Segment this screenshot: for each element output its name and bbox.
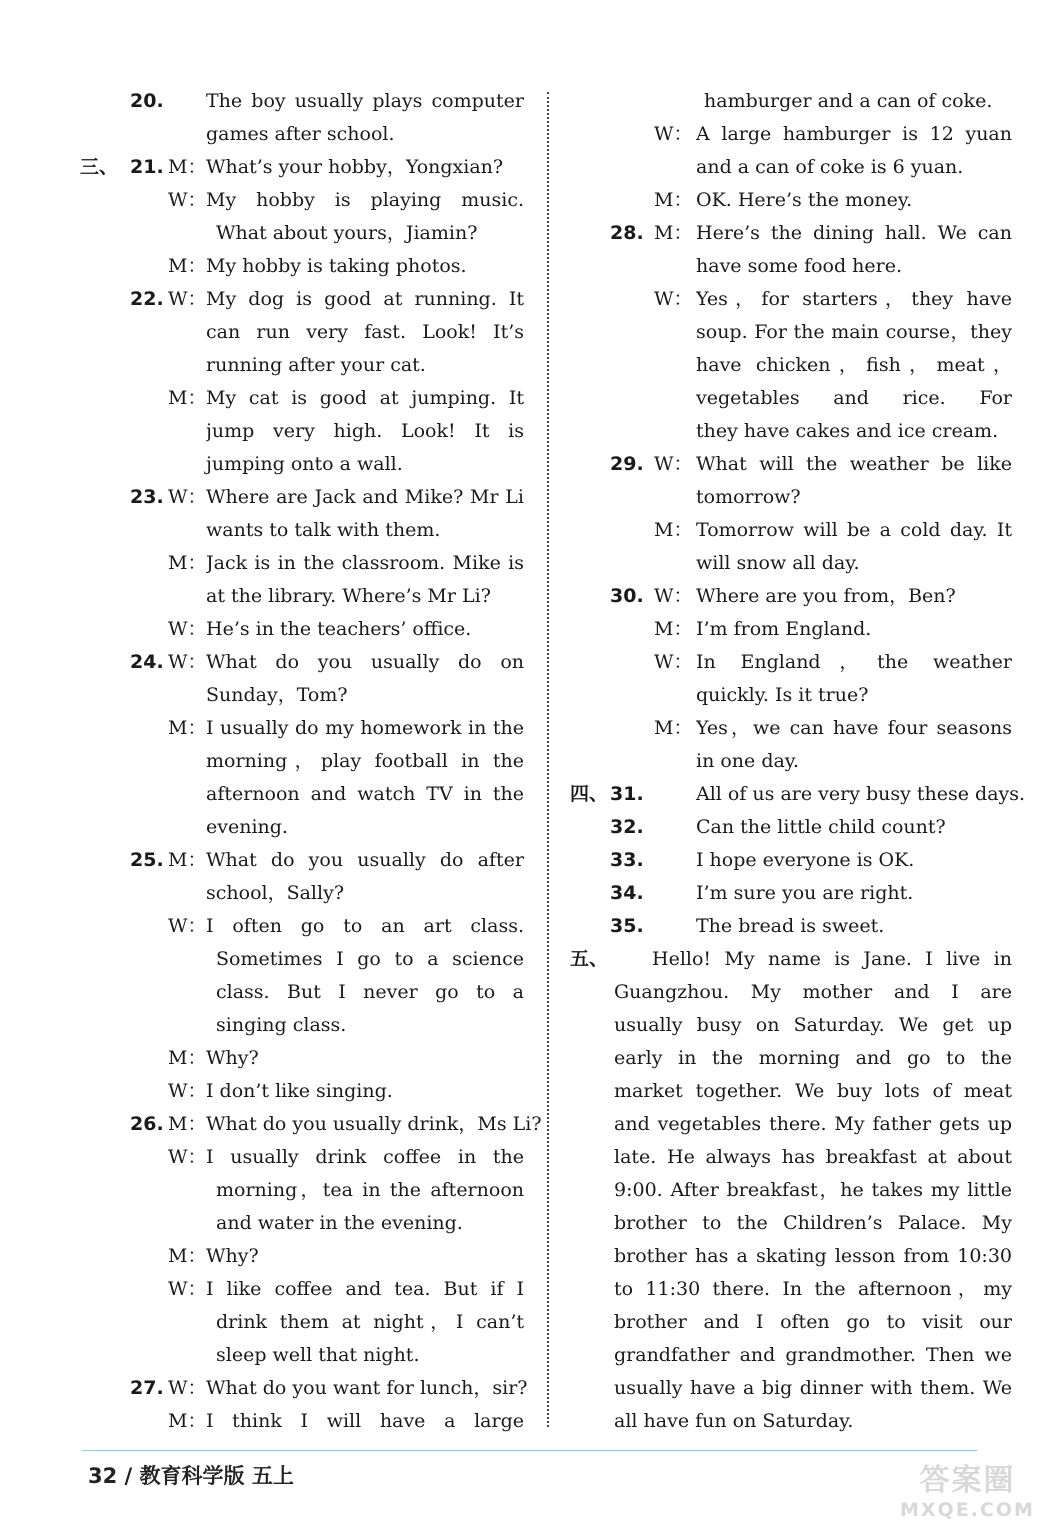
line-text: soup. For the main course，they bbox=[696, 321, 1012, 343]
section-marker: 四、 bbox=[570, 783, 609, 805]
watermark-logo bbox=[900, 1455, 1035, 1521]
text-line bbox=[570, 1306, 1016, 1339]
text-line bbox=[570, 481, 1016, 514]
line-text: usually busy on Saturday. We get up bbox=[614, 1014, 1012, 1036]
line-text: Tomorrow will be a cold day. It bbox=[696, 519, 1012, 541]
text-line bbox=[80, 283, 528, 316]
text-line bbox=[80, 448, 528, 481]
line-text: brother and I often go to visit our bbox=[614, 1311, 1012, 1333]
speaker-label: W： bbox=[168, 618, 207, 640]
question-number: 28. bbox=[610, 222, 644, 244]
text-line bbox=[80, 151, 528, 184]
question-number: 33. bbox=[610, 849, 644, 871]
text-line bbox=[570, 1141, 1016, 1174]
line-text: brother to the Children’s Palace. My bbox=[614, 1212, 1012, 1234]
speaker-label: M： bbox=[168, 255, 207, 277]
line-text: early in the morning and go to the bbox=[614, 1047, 1012, 1069]
line-text: will snow all day. bbox=[696, 552, 860, 574]
text-line bbox=[570, 877, 1016, 910]
text-line bbox=[570, 646, 1016, 679]
line-text: games after school. bbox=[206, 123, 395, 145]
text-line bbox=[570, 151, 1016, 184]
text-line bbox=[570, 580, 1016, 613]
text-line bbox=[570, 1075, 1016, 1108]
watermark-text: 答案圈 bbox=[919, 1463, 1016, 1498]
text-line bbox=[80, 1240, 528, 1273]
text-line bbox=[80, 580, 528, 613]
speaker-label: M： bbox=[168, 552, 207, 574]
line-text: I’m from England. bbox=[696, 618, 872, 640]
text-line bbox=[80, 1372, 528, 1405]
line-text: jump very high. Look! It is bbox=[206, 420, 524, 442]
line-text: A large hamburger is 12 yuan bbox=[696, 123, 1012, 145]
text-line bbox=[570, 547, 1016, 580]
text-line bbox=[80, 118, 528, 151]
line-text: What do you usually drink，Ms Li? bbox=[206, 1113, 542, 1135]
text-line bbox=[570, 1042, 1016, 1075]
question-number: 35. bbox=[610, 915, 644, 937]
page-number: 32 bbox=[88, 1464, 118, 1488]
text-line bbox=[80, 184, 528, 217]
text-line bbox=[570, 745, 1016, 778]
question-number: 24. bbox=[130, 651, 164, 673]
line-text: evening. bbox=[206, 816, 288, 838]
speaker-label: M： bbox=[654, 618, 693, 640]
line-text: Yes，we can have four seasons bbox=[696, 717, 1012, 739]
line-text: I often go to an art class. bbox=[206, 915, 524, 937]
text-line bbox=[80, 382, 528, 415]
line-text: Jack is in the classroom. Mike is bbox=[206, 552, 524, 574]
line-text: He’s in the teachers’ office. bbox=[206, 618, 472, 640]
text-line bbox=[80, 943, 528, 976]
line-text: Why? bbox=[206, 1047, 259, 1069]
watermark-url: MXQE.COM bbox=[900, 1499, 1035, 1521]
line-text: have chicken，fish，meat， bbox=[696, 354, 1012, 376]
text-line bbox=[80, 349, 528, 382]
text-line bbox=[80, 250, 528, 283]
question-number: 21. bbox=[130, 156, 164, 178]
text-line bbox=[570, 778, 1026, 811]
text-line bbox=[570, 943, 1016, 976]
line-text: wants to talk with them. bbox=[206, 519, 441, 541]
text-line bbox=[570, 217, 1016, 250]
line-text: at the library. Where’s Mr Li? bbox=[206, 585, 491, 607]
question-number: 30. bbox=[610, 585, 644, 607]
line-text: jumping onto a wall. bbox=[206, 453, 403, 475]
speaker-label: M： bbox=[168, 156, 207, 178]
question-number: 26. bbox=[130, 1113, 164, 1135]
text-line bbox=[80, 1273, 528, 1306]
line-text: I usually do my homework in the bbox=[206, 717, 524, 739]
text-line bbox=[570, 1372, 1016, 1405]
line-text: What will the weather be like bbox=[696, 453, 1012, 475]
speaker-label: W： bbox=[654, 288, 693, 310]
text-line bbox=[570, 1108, 1016, 1141]
text-line bbox=[80, 745, 528, 778]
text-line bbox=[570, 316, 1016, 349]
text-line bbox=[80, 646, 528, 679]
question-number: 32. bbox=[610, 816, 644, 838]
text-line bbox=[570, 85, 1016, 118]
speaker-label: M： bbox=[168, 1245, 207, 1267]
line-text: All of us are very busy these days. bbox=[696, 783, 1026, 805]
question-number: 29. bbox=[610, 453, 644, 475]
line-text: Why? bbox=[206, 1245, 259, 1267]
text-line bbox=[570, 613, 1016, 646]
text-line bbox=[570, 349, 1016, 382]
line-text: What about yours，Jiamin? bbox=[216, 222, 478, 244]
line-text: My hobby is taking photos. bbox=[206, 255, 467, 277]
speaker-label: W： bbox=[168, 486, 207, 508]
question-number: 31. bbox=[610, 783, 644, 805]
text-line bbox=[80, 910, 528, 943]
text-line bbox=[80, 811, 528, 844]
text-line bbox=[80, 844, 528, 877]
text-line bbox=[570, 1273, 1016, 1306]
line-text: have some food here. bbox=[696, 255, 903, 277]
line-text: can run very fast. Look! It’s bbox=[206, 321, 524, 343]
text-line bbox=[570, 844, 1016, 877]
line-text: morning，tea in the afternoon bbox=[216, 1179, 524, 1201]
line-text: Where are you from，Ben? bbox=[696, 585, 956, 607]
left-column bbox=[80, 85, 542, 1438]
question-number: 22. bbox=[130, 288, 164, 310]
column-divider bbox=[547, 92, 549, 1427]
line-text: Where are Jack and Mike? Mr Li bbox=[206, 486, 524, 508]
text-line bbox=[570, 382, 1016, 415]
speaker-label: W： bbox=[654, 651, 693, 673]
speaker-label: W： bbox=[168, 651, 207, 673]
text-line bbox=[570, 514, 1016, 547]
line-text: My hobby is playing music. bbox=[206, 189, 524, 211]
line-text: all have fun on Saturday. bbox=[614, 1410, 854, 1432]
line-text: What do you usually do on bbox=[206, 651, 524, 673]
text-line bbox=[570, 1339, 1016, 1372]
line-text: and water in the evening. bbox=[216, 1212, 463, 1234]
text-line bbox=[80, 1339, 528, 1372]
line-text: singing class. bbox=[216, 1014, 347, 1036]
speaker-label: W： bbox=[168, 915, 207, 937]
speaker-label: M： bbox=[168, 849, 207, 871]
speaker-label: M： bbox=[654, 717, 693, 739]
line-text: late. He always has breakfast at about bbox=[614, 1146, 1012, 1168]
line-text: quickly. Is it true? bbox=[696, 684, 869, 706]
line-text: What do you want for lunch，sir? bbox=[206, 1377, 528, 1399]
text-line bbox=[570, 811, 1016, 844]
line-text: and vegetables there. My father gets up bbox=[614, 1113, 1012, 1135]
text-line bbox=[570, 250, 1016, 283]
line-text: hamburger and a can of coke. bbox=[704, 90, 993, 112]
speaker-label: M： bbox=[654, 519, 693, 541]
line-text: in one day. bbox=[696, 750, 800, 772]
question-number: 25. bbox=[130, 849, 164, 871]
line-text: afternoon and watch TV in the bbox=[206, 783, 524, 805]
line-text: Hello! My name is Jane. I live in bbox=[652, 948, 1012, 970]
line-text: sleep well that night. bbox=[216, 1344, 420, 1366]
line-text: I’m sure you are right. bbox=[696, 882, 914, 904]
text-line bbox=[80, 316, 528, 349]
text-line bbox=[80, 1306, 528, 1339]
line-text: Sunday，Tom? bbox=[206, 684, 348, 706]
text-line bbox=[570, 118, 1016, 151]
speaker-label: M： bbox=[654, 222, 693, 244]
line-text: I hope everyone is OK. bbox=[696, 849, 915, 871]
speaker-label: W： bbox=[654, 123, 693, 145]
text-line bbox=[80, 1207, 528, 1240]
speaker-label: M： bbox=[168, 1047, 207, 1069]
text-line bbox=[80, 1075, 528, 1108]
speaker-label: W： bbox=[168, 1146, 207, 1168]
line-text: Yes，for starters，they have bbox=[696, 288, 1012, 310]
speaker-label: W： bbox=[654, 453, 693, 475]
section-marker: 三、 bbox=[80, 156, 119, 178]
text-line bbox=[570, 712, 1016, 745]
line-text: I like coffee and tea. But if I bbox=[206, 1278, 524, 1300]
text-line bbox=[80, 85, 528, 118]
text-line bbox=[570, 1174, 1016, 1207]
speaker-label: M： bbox=[168, 1113, 207, 1135]
line-text: grandfather and grandmother. Then we bbox=[614, 1344, 1012, 1366]
text-line bbox=[80, 679, 528, 712]
speaker-label: W： bbox=[168, 1080, 207, 1102]
question-number: 34. bbox=[610, 882, 644, 904]
book-title: 教育科学版 五上 bbox=[139, 1464, 294, 1488]
speaker-label: W： bbox=[168, 1278, 207, 1300]
line-text: I think I will have a large bbox=[206, 1410, 524, 1432]
speaker-label: W： bbox=[654, 585, 693, 607]
text-line bbox=[80, 613, 528, 646]
line-text: I usually drink coffee in the bbox=[206, 1146, 524, 1168]
line-text: OK. Here’s the money. bbox=[696, 189, 913, 211]
line-text: What do you usually do after bbox=[206, 849, 524, 871]
text-line bbox=[80, 1405, 528, 1438]
speaker-label: M： bbox=[654, 189, 693, 211]
line-text: What’s your hobby，Yongxian? bbox=[206, 156, 504, 178]
line-text: drink them at night，I can’t bbox=[216, 1311, 524, 1333]
line-text: school，Sally? bbox=[206, 882, 345, 904]
line-text: morning，play football in the bbox=[206, 750, 524, 772]
line-text: My cat is good at jumping. It bbox=[206, 387, 524, 409]
text-line bbox=[80, 877, 528, 910]
speaker-label: M： bbox=[168, 717, 207, 739]
line-text: Guangzhou. My mother and I are bbox=[614, 981, 1012, 1003]
text-line bbox=[570, 1207, 1016, 1240]
line-text: The boy usually plays computer bbox=[206, 90, 524, 112]
line-text: I don’t like singing. bbox=[206, 1080, 393, 1102]
text-line bbox=[80, 712, 528, 745]
question-number: 20. bbox=[130, 90, 164, 112]
speaker-label: M： bbox=[168, 387, 207, 409]
text-line bbox=[80, 1042, 528, 1075]
text-line bbox=[80, 217, 528, 250]
speaker-label: W： bbox=[168, 1377, 207, 1399]
text-line bbox=[570, 415, 1016, 448]
text-line bbox=[80, 547, 528, 580]
footer-slash: / bbox=[124, 1464, 133, 1488]
text-line bbox=[80, 778, 528, 811]
line-text: My dog is good at running. It bbox=[206, 288, 524, 310]
text-line bbox=[80, 415, 528, 448]
right-column bbox=[570, 85, 1026, 1438]
line-text: Here’s the dining hall. We can bbox=[696, 222, 1012, 244]
text-line bbox=[570, 448, 1016, 481]
line-text: brother has a skating lesson from 10:30 bbox=[614, 1245, 1012, 1267]
text-line bbox=[80, 1174, 528, 1207]
text-line bbox=[80, 1108, 542, 1141]
text-line bbox=[80, 514, 528, 547]
text-line bbox=[570, 976, 1016, 1009]
section-marker: 五、 bbox=[570, 948, 609, 970]
speaker-label: W： bbox=[168, 288, 207, 310]
line-text: class. But I never go to a bbox=[216, 981, 524, 1003]
text-line bbox=[80, 1141, 528, 1174]
line-text: to 11:30 there. In the afternoon，my bbox=[614, 1278, 1012, 1300]
text-line bbox=[80, 481, 528, 514]
line-text: vegetables and rice. For bbox=[696, 387, 1012, 409]
text-line bbox=[570, 283, 1016, 316]
line-text: Sometimes I go to a science bbox=[216, 948, 524, 970]
line-text: they have cakes and ice cream. bbox=[696, 420, 999, 442]
line-text: running after your cat. bbox=[206, 354, 426, 376]
text-line bbox=[80, 976, 528, 1009]
line-text: and a can of coke is 6 yuan. bbox=[696, 156, 964, 178]
text-line bbox=[570, 679, 1016, 712]
line-text: usually have a big dinner with them. We bbox=[614, 1377, 1012, 1399]
text-line bbox=[570, 910, 1016, 943]
text-line bbox=[570, 1405, 1016, 1438]
speaker-label: W： bbox=[168, 189, 207, 211]
line-text: The bread is sweet. bbox=[696, 915, 885, 937]
question-number: 27. bbox=[130, 1377, 164, 1399]
footer-rule bbox=[82, 1450, 977, 1451]
line-text: Can the little child count? bbox=[696, 816, 946, 838]
page-footer bbox=[88, 1460, 294, 1490]
text-line bbox=[80, 1009, 528, 1042]
line-text: tomorrow? bbox=[696, 486, 801, 508]
speaker-label: M： bbox=[168, 1410, 207, 1432]
line-text: 9:00. After breakfast，he takes my little bbox=[614, 1179, 1012, 1201]
line-text: In England，the weather bbox=[696, 651, 1012, 673]
text-line bbox=[570, 1009, 1016, 1042]
question-number: 23. bbox=[130, 486, 164, 508]
text-line bbox=[570, 1240, 1016, 1273]
text-line bbox=[570, 184, 1016, 217]
line-text: market together. We buy lots of meat bbox=[614, 1080, 1012, 1102]
